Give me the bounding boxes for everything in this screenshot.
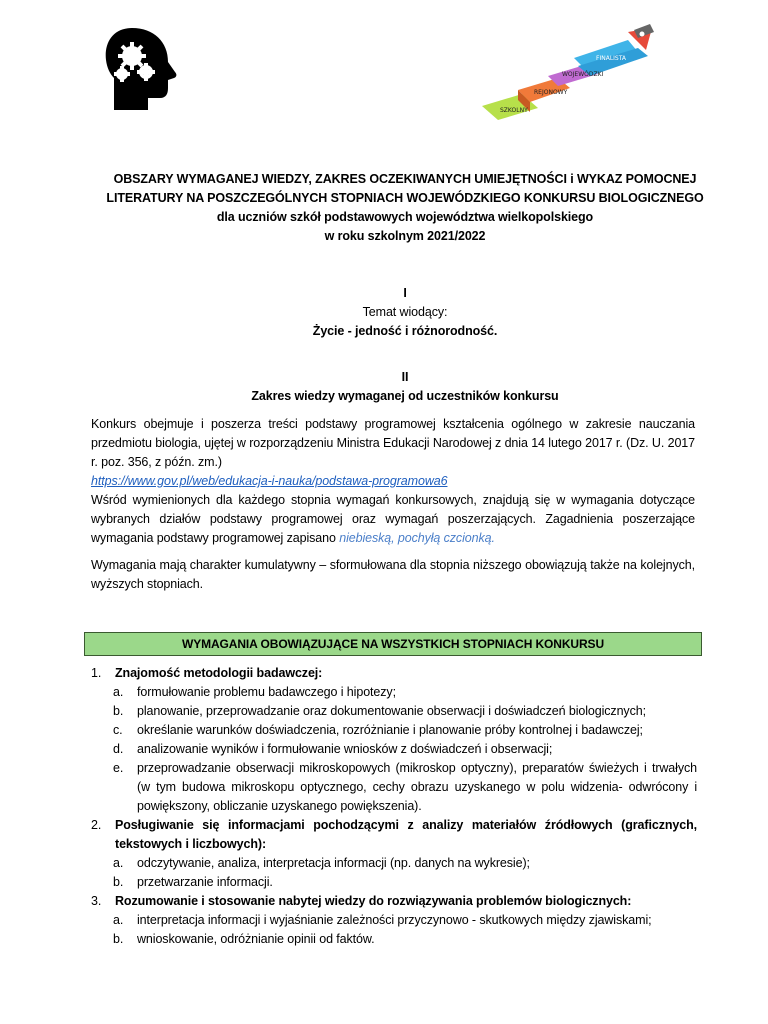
sub-item: b. wnioskowanie, odróżnianie opinii od faktów. [113, 932, 375, 946]
item-number: 1. [91, 666, 102, 680]
sub-item: a. interpretacja informacji i wyjaśnianie zależności przyczynowo - skutkowych między zjawiskami; [113, 913, 652, 927]
section-two-title: Zakres wiedzy wymaganej od uczestników konkursu [251, 389, 559, 403]
cumulative-paragraph: Wymagania mają charakter kumulatywny – sformułowana dla stopnia niższego obowiązują także na kolejnych, wyższych stopniach. [91, 558, 695, 591]
item-number: 3. [91, 894, 102, 908]
section-two-numeral: II [401, 370, 409, 384]
requirements-text: Wśród wymienionych dla każdego stopnia wymagań konkursowych, znajdują się w wymagania dotyczące wybranych działów podstawy programowej oraz wymagań poszerzających. Zagadnienia poszerzające wymagania podstawy programowej zapisano [91, 493, 695, 545]
sub-item: a. odczytywanie, analiza, interpretacja informacji (np. danych na wykresie); [113, 856, 530, 870]
sub-item: c. określanie warunków doświadczenia, rozróżnianie i planowanie próby kontrolnej i badawczej; [113, 723, 643, 737]
curriculum-link[interactable]: https://www.gov.pl/web/edukacja-i-nauka/podstawa-programowa6 [91, 474, 448, 488]
document-title [80, 170, 730, 246]
section-one-topic: Życie - jedność i różnorodność. [312, 324, 498, 338]
section-two-heading [80, 368, 730, 406]
requirements-banner: WYMAGANIA OBOWIĄZUJĄCE NA WSZYSTKICH STOPNIACH KONKURSU [84, 632, 702, 656]
item-title: Znajomość metodologii badawczej: [115, 666, 323, 680]
item-title: Posługiwanie się informacjami pochodzącymi z analizy materiałów źródłowych (graficznych, tekstowych i liczbowych): [115, 818, 697, 851]
title-line-2: LITERATURY NA POSZCZEGÓLNYCH STOPNIACH WOJEWÓDZKIEGO KONKURSU BIOLOGICZNEGO [106, 191, 704, 205]
requirements-paragraph [91, 491, 695, 548]
stairs-label-1: SZKOLNY [500, 107, 528, 114]
sub-item: a. formułowanie problemu badawczego i hipotezy; [113, 685, 396, 699]
title-line-1: OBSZARY WYMAGANEJ WIEDZY, ZAKRES OCZEKIWANYCH UMIEJĘTNOŚCI i WYKAZ POMOCNEJ [113, 172, 697, 186]
sub-item: b. przetwarzanie informacji. [113, 875, 273, 889]
highlight-text: niebieską, pochyłą czcionką. [339, 531, 495, 545]
list-item [91, 664, 697, 683]
head-with-gears-icon [96, 22, 186, 118]
stairs-label-2: REJONOWY [534, 89, 568, 96]
scope-paragraph [91, 415, 695, 548]
stairs-label-4: FINALISTA [596, 55, 627, 62]
stairs-label-3: WOJEWÓDZKI [562, 71, 604, 78]
list-item [91, 816, 697, 854]
item-title: Rozumowanie i stosowanie nabytej wiedzy do rozwiązywania problemów biologicznych: [115, 894, 632, 908]
sub-item: b. planowanie, przeprowadzanie oraz dokumentowanie obserwacji i doświadczeń biologicznych; [113, 704, 646, 718]
requirements-list [91, 664, 697, 949]
item-number: 2. [91, 818, 102, 832]
list-item [91, 892, 697, 911]
section-one-label: Temat wiodący: [362, 305, 448, 319]
stairs-rocket-logo [478, 22, 660, 122]
title-line-4: w roku szkolnym 2021/2022 [324, 229, 486, 243]
sub-item: e. przeprowadzanie obserwacji mikroskopowych (mikroskop optyczny), preparatów świeżych i trwałych (w tym budowa mikroskopu optycznego, cechy obrazu uzyskanego w polu widzenia- odwrócony i powiększony, obliczanie uzyskanego powiększenia). [113, 761, 697, 813]
sub-item: d. analizowanie wyników i formułowanie wniosków z doświadczeń i obserwacji; [113, 742, 553, 756]
scope-text: Konkurs obejmuje i poszerza treści podstawy programowej kształcenia ogólnego w zakresie nauczania przedmiotu biologia, ujętej w rozporządzeniu Ministra Edukacji Narodowej z dnia 14 lutego 2017 r. (Dz. U. 2017 r. poz. 356, z późn. zm.) [91, 417, 695, 469]
title-line-3: dla uczniów szkół podstawowych województwa wielkopolskiego [216, 210, 594, 224]
section-one-numeral: I [403, 286, 407, 300]
section-one [80, 284, 730, 341]
